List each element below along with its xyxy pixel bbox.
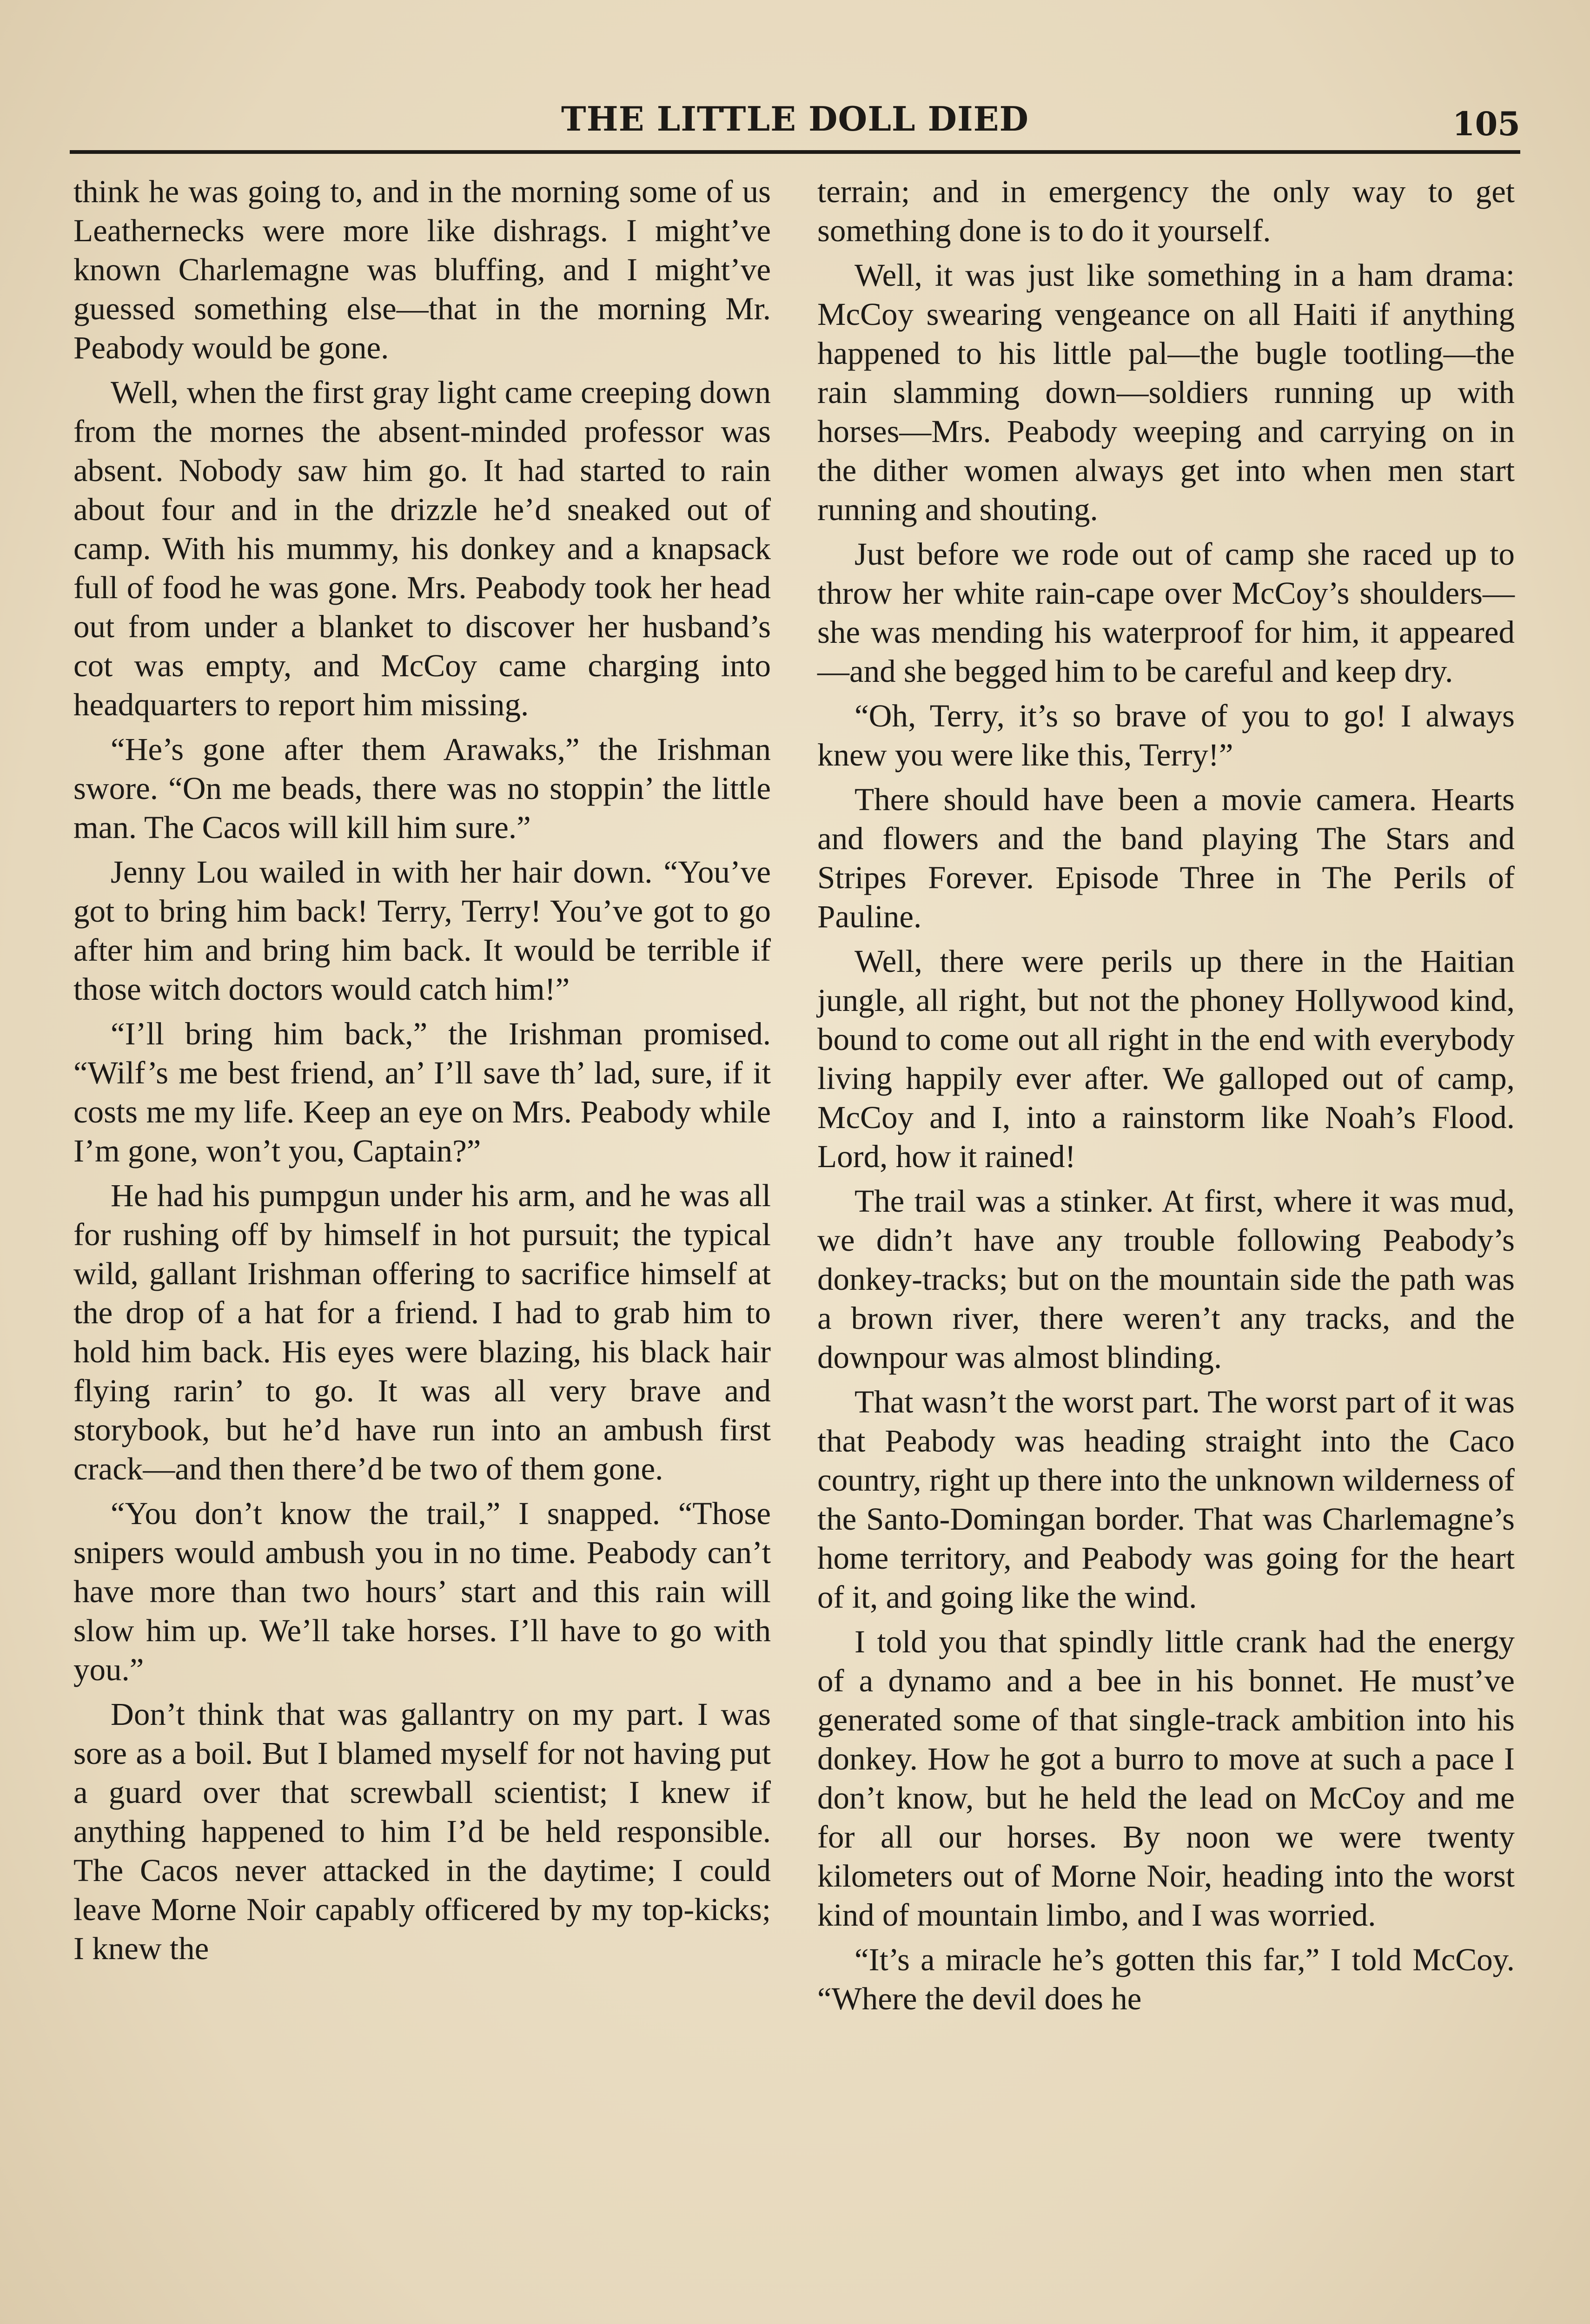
paragraph: “It’s a miracle he’s gotten this far,” I told McCoy. “Where the devil does he <box>817 1942 1515 2016</box>
paragraph: Well, it was just like something in a ham drama: McCoy swearing vengeance on all Haiti if anything happened to his little pal—the bugle tootling—the rain slamming down—soldiers running up with horses—Mrs. Peabody weeping and carrying on in the dither women always get into when men start running and shouting. <box>817 257 1515 527</box>
page-number: 105 <box>1452 105 1520 143</box>
left-column <box>73 172 771 1974</box>
paragraph: think he was going to, and in the morning some of us Leathernecks were more like dishrags. I might’ve known Charlemagne was bluffing, and I might’ve guessed something else—that in the morning Mr. Peabody would be gone. <box>73 174 771 365</box>
paragraph: terrain; and in emergency the only way to get something done is to do it yourself. <box>817 174 1515 248</box>
paragraph: I told you that spindly little crank had the energy of a dynamo and a bee in his bonnet. He must’ve generated some of that single-track ambition into his donkey. How he got a burro to move at such a pace I don’t know, but he held the lead on McCoy and me for all our horses. By noon we were twenty kilometers out of Morne Noir, heading into the worst kind of mountain limbo, and I was worried. <box>817 1624 1515 1933</box>
paragraph: There should have been a movie camera. Hearts and flowers and the band playing The Stars and Stripes Forever. Episode Three in The Perils of Pauline. <box>817 782 1515 934</box>
paragraph: He had his pumpgun under his arm, and he was all for rushing off by himself in hot pursuit; the typical wild, gallant Irishman offering to sacrifice himself at the drop of a hat for a friend. I had to grab him to hold him back. His eyes were blazing, his black hair flying rarin’ to go. It was all very brave and storybook, but he’d have run into an ambush first crack—and then there’d be two of them gone. <box>73 1178 771 1486</box>
story-title: THE LITTLE DOLL DIED <box>561 99 1029 139</box>
paragraph: “You don’t know the trail,” I snapped. “Those snipers would ambush you in no time. Peabody can’t have more than two hours’ start and this rain will slow him up. We’ll take horses. I’ll have to go with you.” <box>73 1496 771 1687</box>
paragraph: Well, there were perils up there in the Haitian jungle, all right, but not the phoney Hollywood kind, bound to come out all right in the end with everybody living happily ever after. We galloped out of camp, McCoy and I, into a rainstorm like Noah’s Flood. Lord, how it rained! <box>817 944 1515 1174</box>
running-header <box>70 91 1520 146</box>
paragraph: The trail was a stinker. At first, where it was mud, we didn’t have any trouble following Peabody’s donkey-tracks; but on the mountain side the path was a brown river, there weren’t any tracks, and the downpour was almost blinding. <box>817 1183 1515 1375</box>
paragraph: “Oh, Terry, it’s so brave of you to go! I always knew you were like this, Terry!” <box>817 698 1515 772</box>
right-column <box>817 172 1515 2024</box>
paragraph: “I’ll bring him back,” the Irishman promised. “Wilf’s me best friend, an’ I’ll save th’ lad, sure, if it costs me my life. Keep an eye on Mrs. Peabody while I’m gone, won’t you, Captain?” <box>73 1016 771 1169</box>
paragraph: Well, when the first gray light came creeping down from the mornes the absent-minded professor was absent. Nobody saw him go. It had started to rain about four and in the drizzle he’d sneaked out of camp. With his mummy, his donkey and a knapsack full of food he was gone. Mrs. Peabody took her head out from under a blanket to discover her husband’s cot was empty, and McCoy came charging into headquarters to report him missing. <box>73 375 771 722</box>
paragraph: Jenny Lou wailed in with her hair down. “You’ve got to bring him back! Terry, Terry! You’ve got to go after him and bring him back. It would be terrible if those witch doctors would catch him!” <box>73 854 771 1007</box>
paragraph: “He’s gone after them Arawaks,” the Irishman swore. “On me beads, there was no stoppin’ the little man. The Cacos will kill him sure.” <box>73 732 771 845</box>
paragraph: That wasn’t the worst part. The worst part of it was that Peabody was heading straight into the Caco country, right up there into the unknown wilderness of the Santo-Domingan border. That was Charlemagne’s home territory, and Peabody was going for the heart of it, and going like the wind. <box>817 1384 1515 1615</box>
header-rule <box>70 150 1520 154</box>
paragraph: Don’t think that was gallantry on my part. I was sore as a boil. But I blamed myself for not having put a guard over that screwball scientist; I knew if anything happened to him I’d be held responsible. The Cacos never attacked in the daytime; I could leave Morne Noir capably officered by my top-kicks; I knew the <box>73 1697 771 1966</box>
paragraph: Just before we rode out of camp she raced up to throw her white rain-cape over McCoy’s shoulders—she was mending his waterproof for him, it appeared—and she begged him to be careful and keep dry. <box>817 536 1515 689</box>
